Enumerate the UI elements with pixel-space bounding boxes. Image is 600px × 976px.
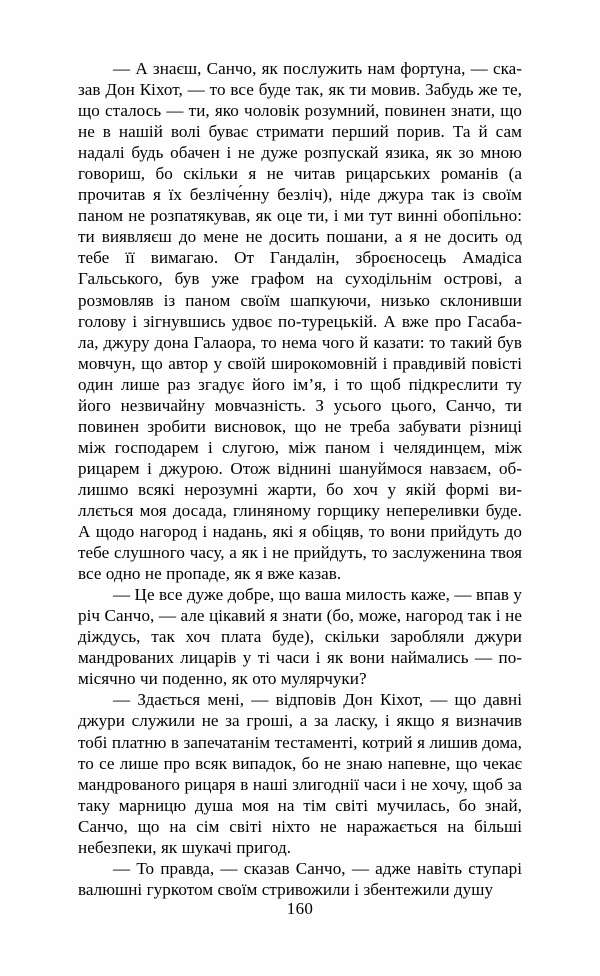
paragraph-1: — А знаєш, Санчо, як послужить нам фортуна, — сказав Дон Кіхот, — то все буде так, як ти мовив. Забудь же те, що сталось — ти, яко чоловік розумний, повинен знати, що не в нашій волі буває стримати перший порив. Та й сам надалі будь обачен і не дуже розпускай язика, як зо мною говориш, бо скільки я не читав рицарських романів (а прочитав я їх безліче́нну безліч), ніде джура так із своїм паном не розпатякував, як оце ти, і ми тут винні обопільно: ти виявляєш до мене не досить пошани, а я не досить од тебе її вимагаю. От Гандалін, зброєносець Амадіса Гальського, був уже графом на суходільнім острові, а розмовляв із паном своїм шапкуючи, низько склонивши голову і зігнувшись удвоє по-турецькій. А вже про Гасабала, джуру дона Галаора, то нема чого й казати: то такий був мовчун, що автор у своїй широкомовній і правдивій повісті один лише раз згадує його ім’я, і то щоб підкреслити ту його незвичайну мовчазність. З усього цього, Санчо, ти повинен зробити висновок, що не треба забувати різниці між господарем і слугою, між паном і челядинцем, між рицарем і джурою. Отож віднині шануймося навзаєм, облишмо всякі нерозумні жарти, бо хоч у якій формі виллється моя досада, глиняному горщику непереливки буде. А щодо нагород і надань, які я обіцяв, то вони прийдуть до тебе слушного часу, а як і не прийдуть, то заслуженина твоя все одно не пропаде, як я вже казав. bbox=[78, 59, 522, 584]
page-number: 160 bbox=[286, 899, 314, 918]
paragraph-3: — Здається мені, — відповів Дон Кіхот, — що давні джури служили не за гроші, а за ласку, і якщо я визначив тобі платню в запечатанім тестаменті, котрий я лишив дома, то се лише про всяк випадок, бо не знаю напевне, що чекає мандрованого рицаря в наші злигоднії часи і не хочу, щоб за таку марницю душа моя на тім світі мучилась, бо знай, Санчо, що на сім світі ніхто не наражається на більші небезпеки, як шукачі пригод. bbox=[78, 690, 522, 857]
page-body-text bbox=[78, 58, 522, 900]
paragraph-2: — Це все дуже добре, що ваша милость каже, — впав у річ Санчо, — але цікавий я знати (бо, може, нагород так і не діждусь, так хоч плата буде), скільки заробляли джури мандрованих лицарів у ті часи і як вони наймались — помісячно чи поденно, як ото мулярчуки? bbox=[78, 585, 522, 689]
paragraph-4: — То правда, — сказав Санчо, — адже навіть ступарі валюшні гуркотом своїм стривожили і збентежили душу bbox=[78, 858, 522, 899]
